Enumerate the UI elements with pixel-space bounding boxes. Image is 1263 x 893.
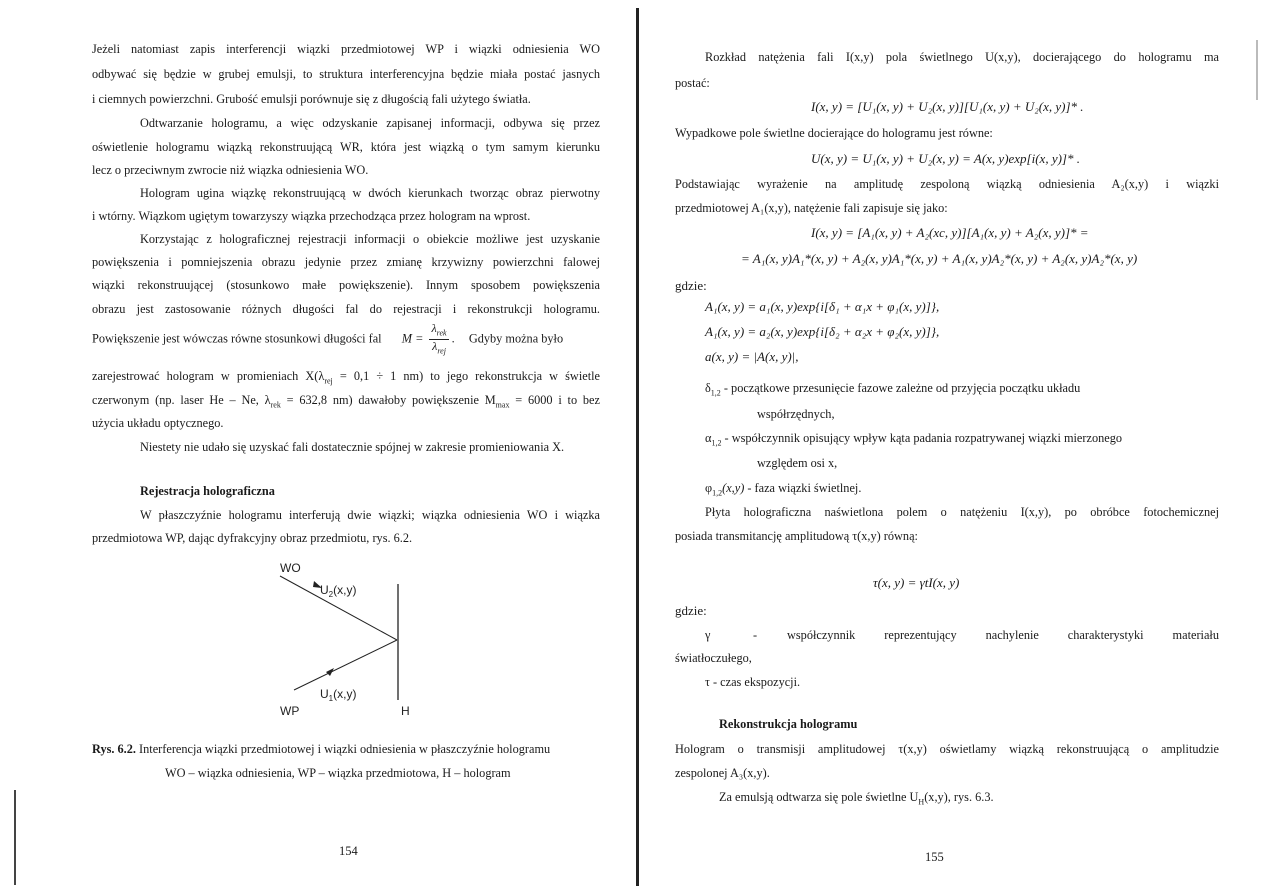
where-label: gdzie: — [675, 278, 707, 293]
symbol-definition: τ - czas ekspozycji. — [705, 675, 801, 689]
paragraph-line — [92, 393, 600, 412]
section-heading: Rekonstrukcja hologramu — [719, 717, 858, 731]
equation: U(x, y) = U₁(x, y) + U₂(x, y) = A(x, y)exp[i(x, y)]* . — [811, 151, 1080, 166]
symbol: α — [705, 431, 712, 445]
paragraph-line: Hologram ugina wiązkę rekonstruującą w dwóch kierunkach tworząc obraz pierwotny — [140, 186, 600, 200]
symbol-definition-cont: względem osi x, — [757, 456, 838, 470]
paragraph-line — [719, 790, 994, 809]
paragraph-line: Niestety nie udało się uzyskać fali dostatecznie spójnej w zakresie promieniowania X. — [140, 440, 565, 454]
definition-equation: A₁(x, y) = a₁(x, y)exp{i[δ₁ + α₁x + φ₁(x, y)]}, — [705, 299, 940, 314]
definition-text: - faza wiązki świetlnej. — [744, 481, 862, 495]
symbol-definition: γ — [705, 628, 711, 642]
line-text: zarejestrować hologram w promieniach X(λ — [92, 369, 325, 383]
arrow-head-icon — [326, 668, 334, 676]
paragraph-line: postać: — [675, 76, 710, 90]
magnification-line: Powiększenie jest wówczas równe stosunkowi długości fal M = $\frac{\lambda_{rek}}{\lambda_{rej}}$ . Gdyby można było — [92, 321, 564, 356]
symbol-definition — [705, 481, 861, 500]
definition-equation: a(x, y) = |A(x, y)|, — [705, 349, 799, 364]
definition-text: - współczynnik opisujący wpływ kąta padania rozpatrywanej wiązki mierzonego — [721, 431, 1122, 445]
paragraph-line: powiększenia i pomniejszenia obrazu jedynie przez zmianę krzywizny powierzchni falowej — [92, 255, 600, 269]
fraction-denominator: λ — [432, 339, 438, 354]
page-number: 155 — [925, 850, 944, 864]
equation: τ(x, y) = γtI(x, y) — [873, 575, 960, 590]
symbol-definition-cont: współrzędnych, — [757, 407, 835, 421]
label-u1 — [320, 687, 356, 703]
subscript: rej — [324, 376, 333, 386]
line-text: czerwonym (np. laser He – Ne, λ — [92, 393, 271, 407]
paragraph-line: zespolonej A₃(x,y). — [675, 766, 770, 780]
subscript: max — [495, 400, 510, 410]
paragraph-line: obrazu jest zastosowanie różnych długości fal do rejestracji i rekonstrukcji hologramu. — [92, 302, 600, 316]
equation: = A₁(x, y)A₁*(x, y) + A₂(x, y)A₁*(x, y) + A₁(x, y)A₂*(x, y) + A₂(x, y)A₂*(x, y) — [741, 251, 1138, 266]
paragraph-line: Odtwarzanie hologramu, a więc odzyskanie zapisanej informacji, odbywa się przez — [140, 116, 600, 130]
label-u2-letter: U — [320, 583, 329, 597]
paragraph-line — [92, 369, 600, 388]
figure-caption-line2: WO – wiązka odniesienia, WP – wiązka przedmiotowa, H – hologram — [165, 766, 511, 780]
paragraph-line: Płyta holograficzna naświetlona polem o natężeniu I(x,y), po obróbce fotochemicznej — [705, 505, 1219, 519]
fraction-numerator-sub: rek — [436, 328, 447, 338]
page-number: 154 — [339, 844, 358, 858]
magnification-fraction — [429, 322, 448, 358]
label-u2-sub: 2 — [328, 590, 334, 599]
line-text: = 632,8 nm) dawałoby powiększenie M — [280, 393, 496, 407]
paragraph-line: oświetlenie hologramu wiązką rekonstruującą WR, która jest wiązką o tym samym kierunku — [92, 140, 600, 154]
fraction-numerator: λ — [431, 321, 437, 335]
paragraph-line: przedmiotowa WP, dając dyfrakcyjny obraz przedmiotu, rys. 6.2. — [92, 531, 413, 545]
subscript: rek — [270, 400, 281, 410]
symbol-definition — [705, 381, 1080, 400]
paragraph-line: Korzystając z holograficznej rejestracji informacji o obiekcie możliwe jest uzyskanie — [140, 232, 600, 246]
caption-label: Rys. 6.2. — [92, 742, 136, 756]
symbol-arg: (x,y) — [722, 481, 745, 495]
object-beam-line — [294, 640, 397, 690]
definition-text: współczynnik reprezentujący nachylenie charakterystyki materiału — [787, 628, 1219, 642]
definition-equation: A₁(x, y) = a₂(x, y)exp{i[δ₂ + α₂x + φ₂(x, y)]}, — [705, 324, 940, 339]
paragraph-line: przedmiotowej A₁(x,y), natężenie fali zapisuje się jako: — [675, 201, 948, 215]
label-u1-sub: 1 — [328, 694, 334, 703]
right-page — [641, 0, 1263, 893]
paragraph-line: wiązki rekonstruującej (stosunkowo małe powiększenie). Innym sposobem powiększenia — [92, 278, 600, 292]
paragraph-line: lecz o przeciwnym zwrocie niż wiązka odniesienia WO. — [92, 163, 369, 177]
symbol: δ — [705, 381, 711, 395]
paragraph-line: Rozkład natężenia fali I(x,y) pola świetlnego U(x,y), docierającego do hologramu ma — [705, 50, 1219, 64]
symbol-definition — [705, 431, 1122, 450]
equation: I(x, y) = [U₁(x, y) + U₂(x, y)][U₁(x, y) + U₂(x, y)]* . — [811, 99, 1084, 114]
figure-interference-diagram — [272, 560, 422, 725]
paragraph-line: W płaszczyźnie hologramu interferują dwie wiązki; wiązka odniesienia WO i wiązka — [140, 508, 600, 522]
figure-caption — [92, 742, 550, 757]
paragraph-line: Wypadkowe pole świetlne docierające do hologramu jest równe: — [675, 126, 993, 140]
paragraph-line: i wtórny. Wiązkom ugiętym towarzyszy wiązka przechodząca przez hologram na wprost. — [92, 209, 531, 223]
symbol: φ — [705, 481, 713, 495]
caption-text: Interferencja wiązki przedmiotowej i wiązki odniesienia w płaszczyźnie hologramu — [135, 742, 551, 756]
line-text: = 0,1 ÷ 1 nm) to jego rekonstrukcja w świetle — [332, 369, 600, 383]
subscript: H — [918, 797, 925, 807]
magnification-lhs: M = — [401, 331, 424, 346]
definition-text: - początkowe przesunięcie fazowe zależne od przyjęcia początku układu — [720, 381, 1081, 395]
symbol-sub: 1,2 — [710, 388, 721, 398]
paragraph-line: posiada transmitancję amplitudową τ(x,y) równą: — [675, 529, 918, 543]
symbol-sub: 1,2 — [712, 488, 723, 498]
label-wp: WP — [280, 704, 300, 718]
paragraph-line: Podstawiając wyrażenie na amplitudę zespoloną wiązką odniesienia A₂(x,y) i wiązki — [675, 177, 1219, 191]
book-spine — [636, 8, 639, 886]
label-wo: WO — [280, 561, 301, 575]
paragraph-line: i ciemnych powierzchni. Grubość emulsji porównuje się z długością fali użytego światła. — [92, 92, 531, 106]
label-u1-arg: (x,y) — [333, 687, 357, 701]
symbol-dash: - — [753, 628, 758, 642]
section-heading: Rejestracja holograficzna — [140, 484, 275, 498]
line-text: = 6000 i to bez — [509, 393, 600, 407]
equation: I(x, y) = [A₁(x, y) + A₂(xc, y)][A₁(x, y) + A₂(x, y)]* = — [811, 225, 1089, 240]
label-u1-letter: U — [320, 687, 329, 701]
paragraph-line: Jeżeli natomiast zapis interferencji wiązki przedmiotowej WP i wiązki odniesienia WO — [92, 42, 600, 56]
line-text: Za emulsją odtwarza się pole świetlne U — [719, 790, 919, 804]
paragraph-line: Hologram o transmisji amplitudowej τ(x,y) oświetlamy wiązką rekonstruującą o amplitudzie — [675, 742, 1219, 756]
symbol-sub: 1,2 — [711, 438, 722, 448]
label-u2 — [320, 583, 356, 599]
where-label: gdzie: — [675, 603, 707, 618]
magnification-prefix: Powiększenie jest wówczas równe stosunkowi długości fal — [92, 331, 382, 346]
definition-text-cont: światłoczułego, — [675, 651, 752, 665]
label-h: H — [401, 704, 410, 718]
fraction-denominator-sub: rej — [437, 346, 446, 356]
paragraph-line: odbywać się będzie w grubej emulsji, to struktura interferencyjna będzie miała postać jasnych — [92, 67, 600, 81]
label-u2-arg: (x,y) — [333, 583, 357, 597]
paragraph-line: użycia układu optycznego. — [92, 416, 224, 430]
line-text: (x,y), rys. 6.3. — [924, 790, 994, 804]
magnification-suffix: Gdyby można było — [468, 331, 564, 346]
